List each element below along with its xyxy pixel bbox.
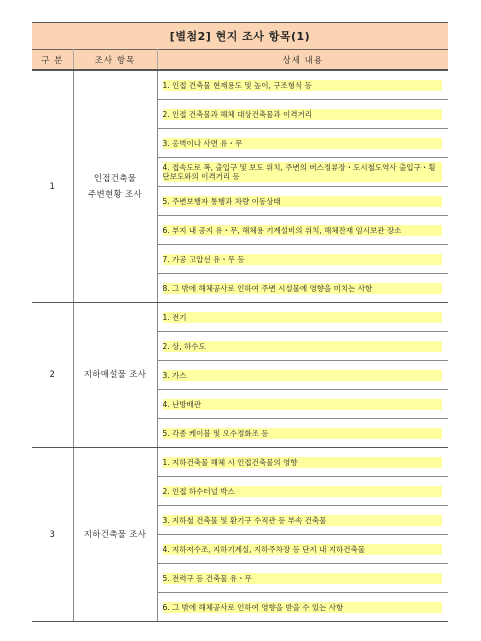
section-item xyxy=(73,303,157,448)
survey-items-table xyxy=(32,22,448,622)
document-page xyxy=(32,22,448,622)
detail-text: 1. 전기 xyxy=(163,312,442,323)
detail-text: 8. 그 밖에 해체공사로 인하여 주변 시설물에 영향을 미치는 사항 xyxy=(163,283,442,294)
detail-text: 1. 지하건축물 해체 시 인접건축물의 영향 xyxy=(163,457,442,468)
detail-text: 5. 각종 케이블 및 오수정화조 등 xyxy=(163,428,442,439)
detail-text: 5. 전력구 등 건축물 유・무 xyxy=(163,573,442,584)
table-row xyxy=(32,448,448,477)
detail-text: 1. 인접 건축물 현재용도 및 높이, 구조형식 등 xyxy=(163,80,442,91)
header-division: 구 분 xyxy=(32,50,73,71)
header-details: 상세 내용 xyxy=(157,50,448,71)
header-item: 조사 항목 xyxy=(73,50,157,71)
section-item xyxy=(73,448,157,622)
detail-text: 5. 주변보행자 통행과 차량 이동상태 xyxy=(163,196,442,207)
detail-text: 2. 인접 하수터널 박스 xyxy=(163,486,442,497)
detail-text: 4. 지하저수조, 지하기계실, 지하주차장 등 단지 내 지하건축물 xyxy=(163,544,442,555)
detail-text: 2. 인접 건축물과 해체 대상건축물과 이격거리 xyxy=(163,109,442,120)
section-item xyxy=(73,70,157,303)
section-number: 1 xyxy=(32,70,73,303)
detail-text: 4. 접속도로 폭, 출입구 및 보도 위치, 주변의 버스정류장・도시철도역사 출입구・횡단보도와의 이격거리 등 xyxy=(163,162,442,182)
section-item-line: 지하건축물 조사 xyxy=(83,529,147,540)
detail-text: 3. 가스 xyxy=(163,370,442,381)
section-item-line: 주변현황 조사 xyxy=(87,189,143,200)
detail-text: 6. 그 밖에 해체공사로 인하여 영향을 받을 수 있는 사항 xyxy=(163,602,442,613)
detail-text: 6. 부지 내 공지 유・무, 해체용 기계설비의 위치, 해체잔재 임시보관 장소 xyxy=(163,225,442,236)
header-row xyxy=(32,50,448,71)
table-title: [별첨2] 현지 조사 항목(1) xyxy=(32,23,448,50)
detail-text: 7. 가공 고압선 유・무 등 xyxy=(163,254,442,265)
section-number: 3 xyxy=(32,448,73,622)
detail-text: 2. 상, 하수도 xyxy=(163,341,442,352)
detail-text: 4. 난방배관 xyxy=(163,399,442,410)
section-item-line: 인접건축물 xyxy=(93,173,137,184)
table-row xyxy=(32,303,448,332)
table-row xyxy=(32,70,448,100)
detail-text: 3. 지하철 건축물 및 환기구 수직관 등 부속 건축물 xyxy=(163,515,442,526)
section-item-line: 지하매설물 조사 xyxy=(83,370,147,380)
detail-text: 3. 옹벽이나 사면 유・무 xyxy=(163,138,442,149)
section-number: 2 xyxy=(32,303,73,448)
